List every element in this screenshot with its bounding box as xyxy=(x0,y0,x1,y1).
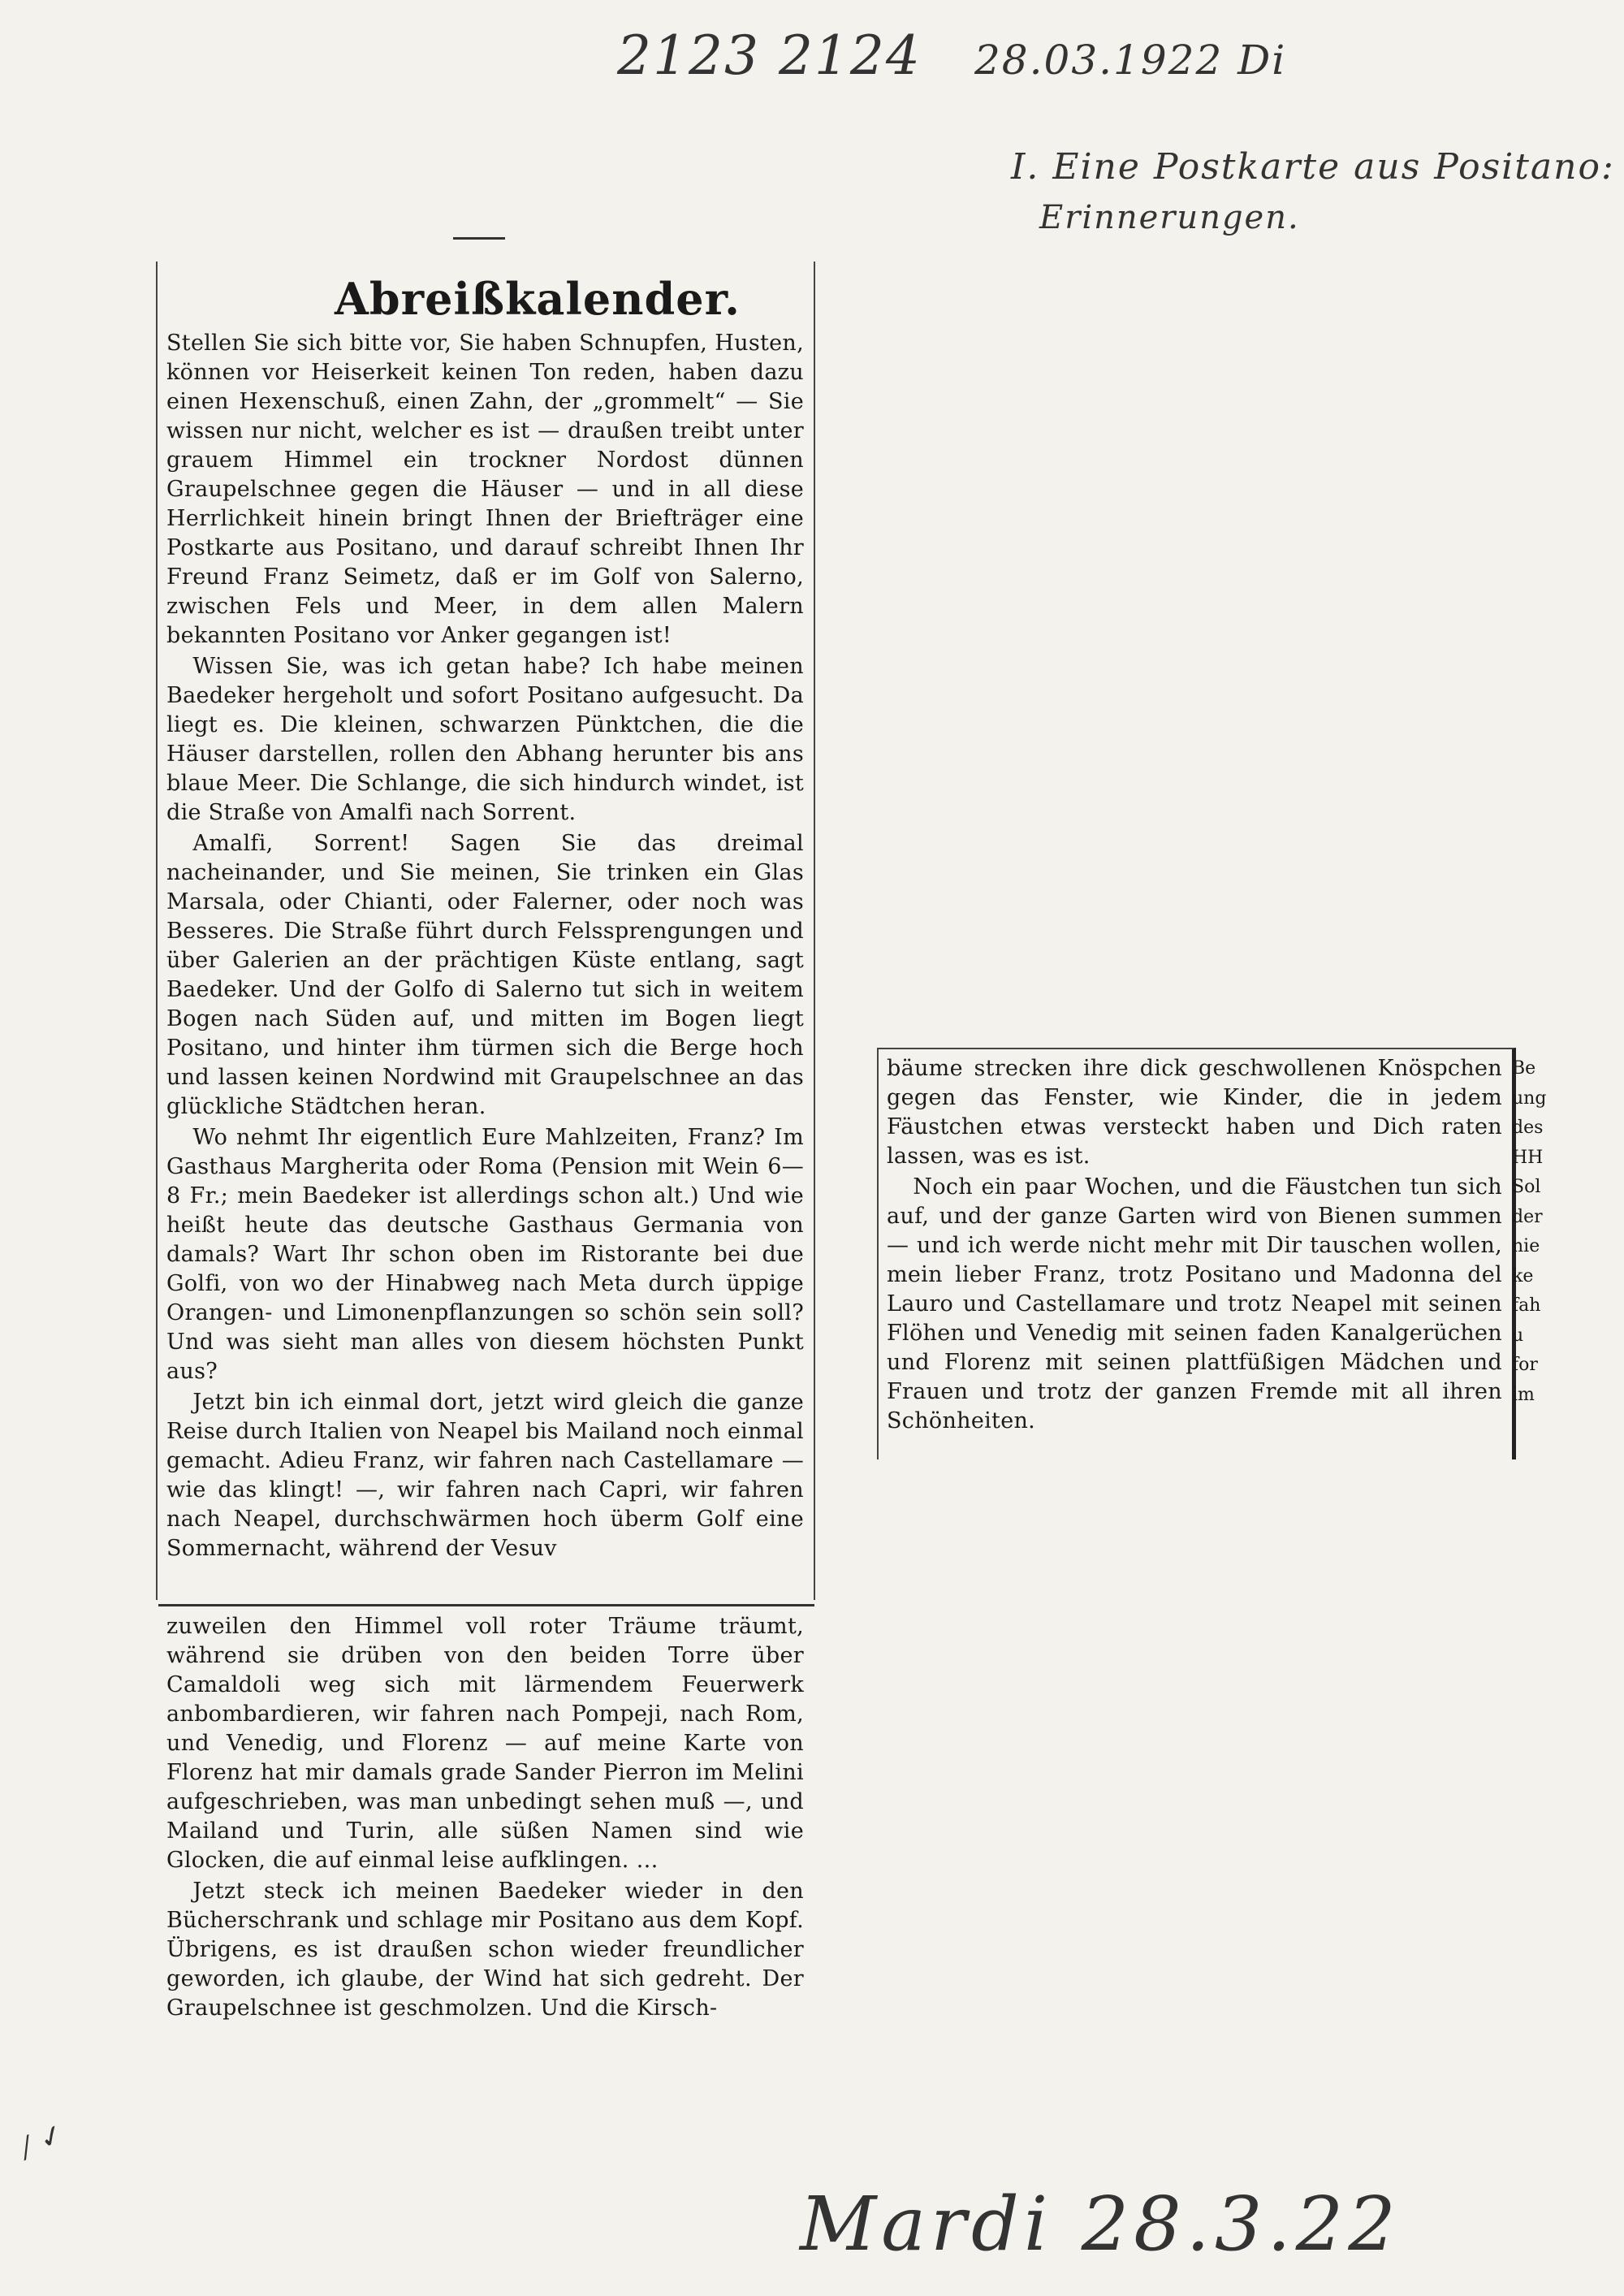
edge-fragment: Be xyxy=(1512,1058,1536,1079)
article-title: Abreißkalender. xyxy=(335,273,741,325)
stray-pen-mark: ⁄ ✓ xyxy=(17,2116,71,2165)
article-column-2 xyxy=(887,1054,1502,1438)
edge-fragment: HH xyxy=(1512,1147,1544,1168)
edge-fragment: ung xyxy=(1512,1087,1547,1109)
edge-fragment: u xyxy=(1512,1325,1524,1346)
handwritten-date-top: 28.03.1922 Di xyxy=(974,37,1287,84)
handwritten-date-bottom: Mardi 28.3.22 xyxy=(800,2181,1401,2268)
article-column-1 xyxy=(166,329,804,1565)
article-paragraph-1: Stellen Sie sich bitte vor, Sie haben Schnupfen, Husten, können vor Heiserkeit keinen Ton reden, haben dazu einen Hexenschuß, einen Zahn, der „grommelt“ — Sie wissen nur nicht, welcher es ist — draußen treibt unter grauem Himmel ein trockner Nordost dünnen Graupelschnee gegen die Häuser — und in all diese Herrlichkeit hinein bringt Ihnen der Briefträger eine Postkarte aus Positano, und darauf schreibt Ihnen Ihr Freund Franz Seimetz, daß er im Golf von Salerno, zwischen Fels und Meer, in dem allen Malern bekannten Positano vor Anker gegangen ist! xyxy=(166,331,804,648)
edge-fragment: nie xyxy=(1512,1236,1540,1256)
edge-fragment: Sol xyxy=(1512,1177,1541,1197)
clipping-cut-line xyxy=(158,1604,814,1606)
article-paragraph-4: Wo nehmt Ihr eigentlich Eure Mahlzeiten, Franz? Im Gasthaus Margherita oder Roma (Pension mit Wein 6—8 Fr.; mein Baedeker ist allerdings schon alt.) Und wie heißt heute das deutsche Gasthaus Germania von damals? Wart Ihr schon oben im Ristorante bei due Golfi, von wo der Hinabweg nach Meta durch üppige Orangen- und Limonenpflanzungen so schön sein soll? Und was sieht man alles von diesem höchsten Punkt aus? xyxy=(166,1125,804,1384)
article-paragraph-2: Wissen Sie, was ich getan habe? Ich habe meinen Baedeker hergeholt und sofort Positano aufgesucht. Da liegt es. Die kleinen, schwarzen Pünktchen, die die Häuser darstellen, rollen den Abhang herunter bis ans blaue Meer. Die Schlange, die sich hindurch windet, ist die Straße von Amalfi nach Sorrent. xyxy=(166,654,804,825)
article-paragraph-6: zuweilen den Himmel voll roter Träume träumt, während sie drüben von den beiden Torre über Camaldoli weg sich mit lärmendem Feuerwerk anbombardieren, wir fahren nach Pompeji, nach Rom, und Venedig, und Florenz — auf meine Karte von Florenz hat mir damals grade Sander Pierron im Melini aufgeschrieben, was man unbedingt sehen muß —, und Mailand und Turin, alle süßen Namen sind wie Glocken, die auf einmal leise aufklingen. … xyxy=(166,1614,804,1873)
edge-fragment: fah xyxy=(1512,1295,1541,1316)
article-paragraph-8: bäume strecken ihre dick geschwollenen Knöspchen gegen das Fenster, wie Kinder, die in jedem Fäustchen etwas versteckt haben und Dich raten lassen, was es ist. xyxy=(887,1056,1502,1169)
edge-fragment: der xyxy=(1512,1206,1543,1227)
handwritten-subject-line-2: Erinnerungen. xyxy=(1039,199,1300,236)
title-separator-dash xyxy=(453,237,505,240)
article-paragraph-5: Jetzt bin ich einmal dort, jetzt wird gleich die ganze Reise durch Italien von Neapel bis Mailand noch einmal gemacht. Adieu Franz, wir fahren nach Castellamare — wie das klingt! —, wir fahren nach Capri, wir fahren nach Neapel, durchschwärmen hoch überm Golf eine Sommernacht, während der Vesuv xyxy=(166,1390,804,1561)
article-column-1-continued xyxy=(166,1612,804,2025)
edge-fragment: ke xyxy=(1512,1265,1534,1286)
article-paragraph-7: Jetzt steck ich meinen Baedeker wieder in den Bücherschrank und schlage mir Positano aus dem Kopf. Übrigens, es ist draußen schon wieder freundlicher geworden, ich glaube, der Wind hat sich gedreht. Der Graupelschnee ist geschmolzen. Und die Kirsch- xyxy=(166,1879,804,2021)
edge-fragment: des xyxy=(1512,1118,1544,1138)
edge-fragment: for xyxy=(1512,1355,1538,1375)
handwritten-subject-line-1: I. Eine Postkarte aus Positano: xyxy=(1011,146,1615,188)
edge-fragment: im xyxy=(1512,1384,1535,1405)
adjacent-column-fragments xyxy=(1512,1054,1547,1410)
article-paragraph-3: Amalfi, Sorrent! Sagen Sie das dreimal nacheinander, und Sie meinen, Sie trinken ein Glas Marsala, oder Chianti, oder Falerner, oder noch was Besseres. Die Straße führt durch Felssprengungen und über Galerien an der prächtigen Küste entlang, sagt Baedeker. Und der Golfo di Salerno tut sich in weitem Bogen nach Süden auf, und mitten im Bogen liegt Positano, und hinter ihm türmen sich die Berge hoch und lassen keinen Nordwind mit Graupelschnee an das glückliche Städtchen heran. xyxy=(166,831,804,1119)
article-paragraph-9: Noch ein paar Wochen, und die Fäustchen tun sich auf, und der ganze Garten wird von Bienen summen — und ich werde nicht mehr mit Dir tauschen wollen, mein lieber Franz, trotz Positano und Madonna del Lauro und Castellamare und trotz Neapel mit seinen Flöhen und Venedig mit seinen faden Kanalgerüchen und Florenz mit seinen plattfüßigen Mädchen und Frauen und trotz der ganzen Fremde mit all ihren Schönheiten. xyxy=(887,1174,1502,1433)
archive-number: 2123 2124 xyxy=(617,24,922,87)
